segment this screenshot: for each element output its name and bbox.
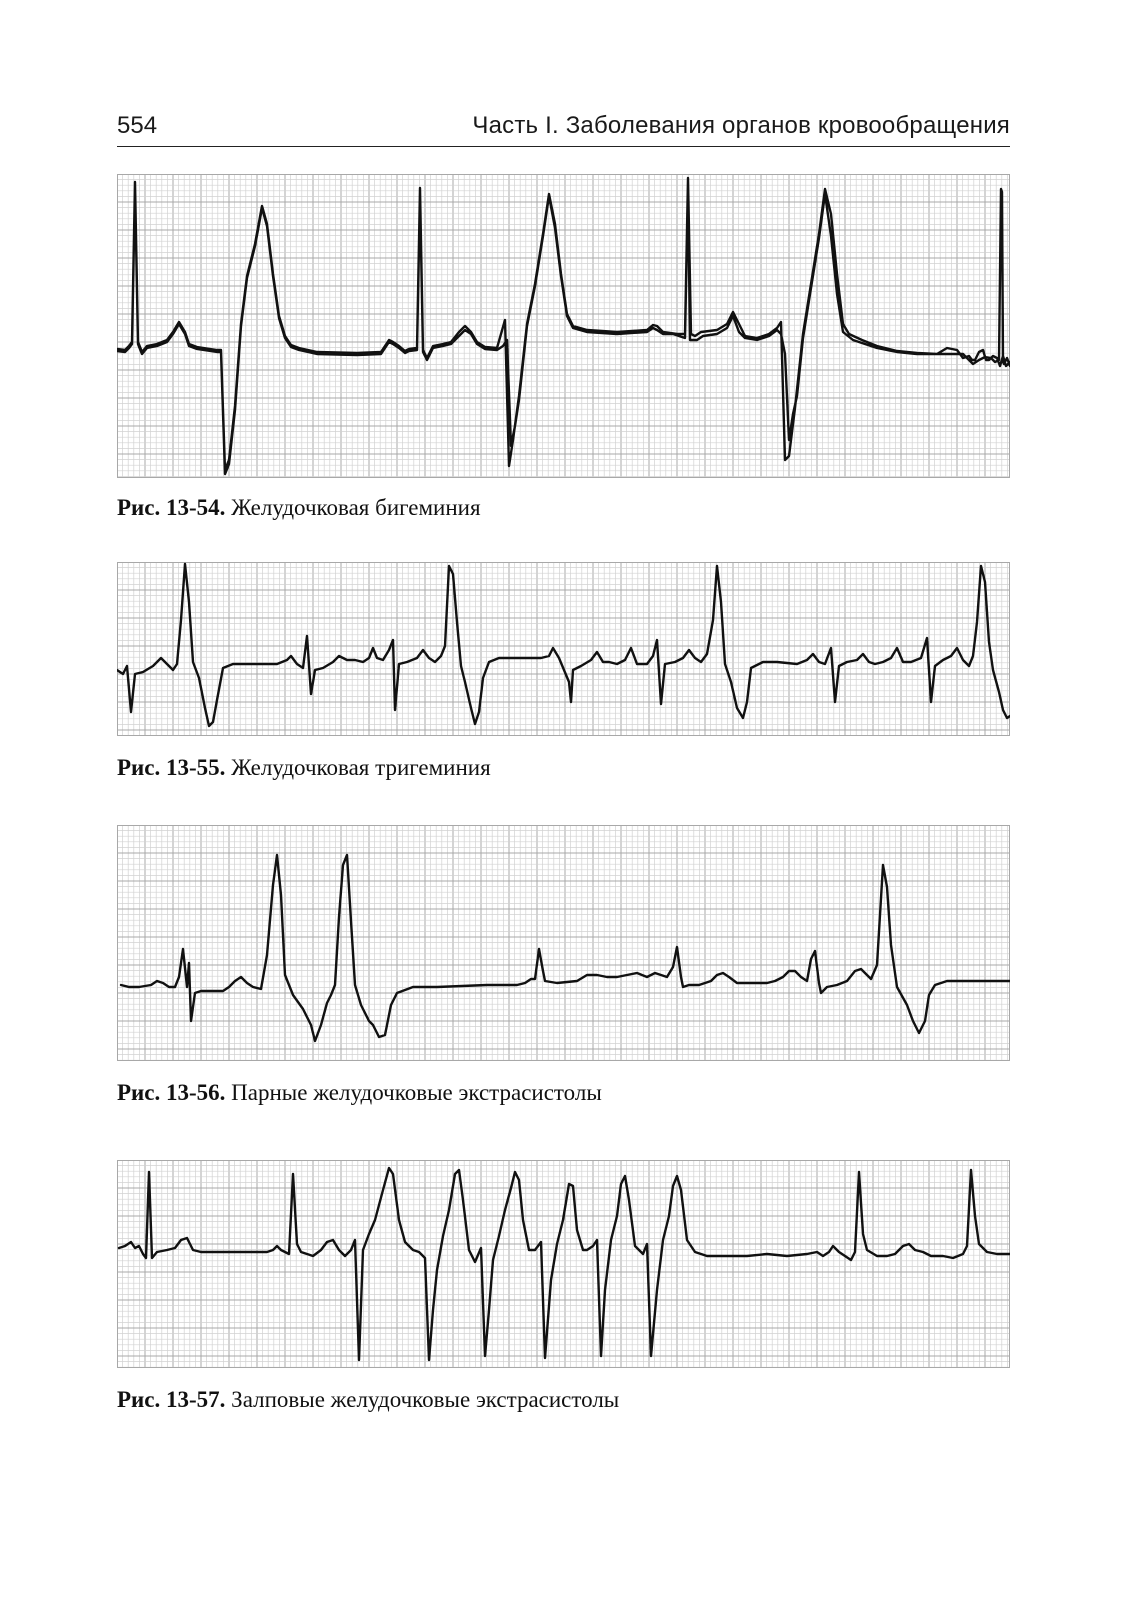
- figure-title: Желудочковая тригеминия: [231, 755, 491, 780]
- figure-caption-13-55: [117, 755, 491, 781]
- figure-title: Желудочковая бигеминия: [231, 495, 481, 520]
- ecg-strip-couplets: [117, 825, 1010, 1061]
- ecg-figure-salvo: [117, 1160, 1010, 1368]
- ecg-trace-bigeminy: [117, 178, 1010, 474]
- ecg-grid: [117, 1160, 1010, 1368]
- ecg-strip-bigeminy: [117, 174, 1010, 478]
- figure-label: Рис. 13-57.: [117, 1387, 226, 1412]
- figure-caption-13-56: [117, 1080, 602, 1106]
- figure-title: Залповые желудочковые экстрасистолы: [231, 1387, 620, 1412]
- figure-caption-13-57: [117, 1387, 619, 1413]
- figure-label: Рис. 13-56.: [117, 1080, 226, 1105]
- running-title: Часть I. Заболевания органов кровообращения: [472, 112, 1010, 139]
- ecg-grid: [117, 825, 1010, 1061]
- ecg-figure-bigeminy: [117, 174, 1010, 478]
- figure-label: Рис. 13-55.: [117, 755, 226, 780]
- page-number: 554: [117, 112, 158, 139]
- figure-title: Парные желудочковые экстрасистолы: [231, 1080, 602, 1105]
- ecg-strip-salvo: [117, 1160, 1010, 1368]
- ecg-figure-couplets: [117, 825, 1010, 1061]
- ecg-grid: [117, 562, 1010, 736]
- ecg-strip-trigeminy: [117, 562, 1010, 736]
- page-header: [117, 110, 1010, 147]
- ecg-grid: [117, 174, 1010, 478]
- figure-caption-13-54: [117, 495, 481, 521]
- figure-label: Рис. 13-54.: [117, 495, 226, 520]
- ecg-figure-trigeminy: [117, 562, 1010, 736]
